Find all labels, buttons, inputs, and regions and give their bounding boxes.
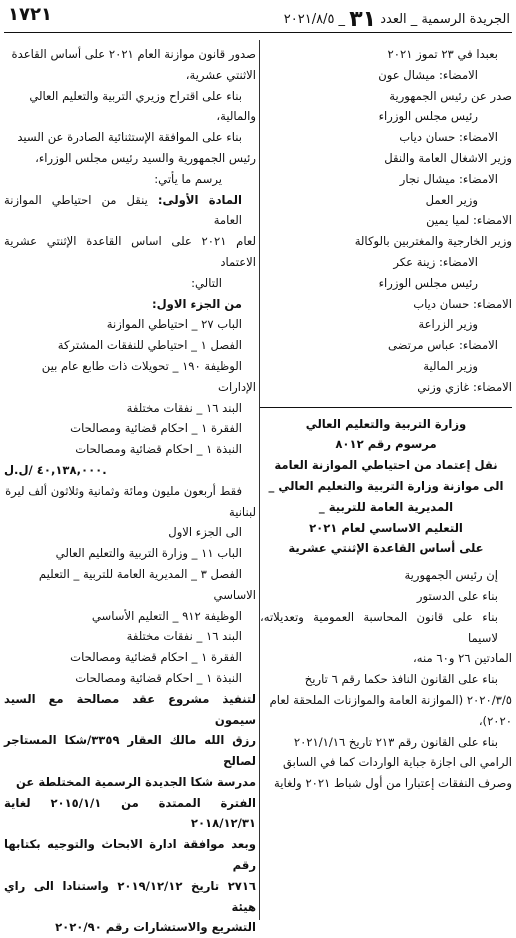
signatory-line: الامضاء: زينة عكر	[393, 254, 478, 269]
page-number: ١٧٢١	[8, 4, 52, 25]
purpose-line: ٢٧١٦ تاريخ ٢٠١٩/١٢/١٢ واستنادا الى راي هيئة	[4, 878, 256, 914]
president-signature: الامضاء: ميشال عون	[378, 67, 478, 82]
budget-item: الوظيفة ٩١٢ _ التعليم الأساسي	[91, 608, 242, 623]
preamble-line: والمالية،	[216, 109, 256, 124]
signatory-line: الامضاء: عباس مرتضى	[387, 338, 498, 353]
purpose-line: وبعد موافقة ادارة الابحاث والتوجيه بكتابها رقم	[4, 837, 256, 873]
preamble-line: إن رئيس الجمهورية	[404, 568, 498, 583]
header-rule	[4, 32, 512, 33]
budget-item: النبذة ١ _ احكام قضائية ومصالحات	[75, 442, 242, 457]
preamble-line: الاثنتي عشرية،	[185, 67, 256, 82]
budget-item: الفصل ١ _ احتياطي للنفقات المشتركة	[57, 338, 242, 353]
preamble-line: بناء على الموافقة الإستثنائية الصادرة عن السيد	[17, 130, 242, 145]
decree-number: مرسوم رقم ٨٠١٢	[335, 437, 437, 452]
preamble-line: ٢٠٢٠/٣/٥ (الموازنة العامة والموازنات الملحقة لعام	[269, 692, 512, 707]
signatory-line: الامضاء: حسان دياب	[413, 296, 512, 311]
preamble-line: بناء على اقتراح وزيري التربية والتعليم العالي	[29, 88, 242, 103]
signatory-line: رئيس مجلس الوزراء	[378, 275, 478, 290]
from-part: من الجزء الاول:	[151, 296, 242, 311]
to-part: الى الجزء الاول	[168, 525, 242, 540]
budget-item: البند ١٦ _ نفقات مختلفة	[126, 400, 242, 415]
decree-subject-line: على أساس القاعدة الإثنتي عشرية	[288, 541, 484, 556]
issue-number: ٣١	[349, 7, 377, 32]
budget-item: الاساسي	[213, 587, 256, 602]
budget-item: الفقرة ١ _ احكام قضائية ومصالحات	[70, 421, 242, 436]
article-1-label: المادة الأولى:	[157, 192, 243, 207]
amount-words: لبنانية	[228, 504, 256, 519]
preamble-line: بناء على الدستور	[416, 588, 498, 603]
left-column	[4, 44, 256, 938]
gazette-name: الجريدة الرسمية _ العدد	[380, 12, 510, 27]
signatory-line: الامضاء: حسان دياب	[399, 130, 498, 145]
budget-item: الوظيفة ١٩٠ _ تحويلات ذات طابع عام بين	[41, 358, 242, 373]
right-column	[260, 44, 512, 794]
preamble-line: رئيس الجمهورية والسيد رئيس مجلس الوزراء،	[35, 150, 256, 165]
signatory-line: وزير المالية	[423, 358, 478, 373]
decree-subject-line: نقل إعتماد من احتياطي الموازنة العامة	[274, 458, 498, 473]
preamble-line: ٢٠٢٠)،	[478, 713, 512, 728]
budget-item: البند ١٦ _ نفقات مختلفة	[126, 629, 242, 644]
decree-subject-line: التعليم الاساسي لعام ٢٠٢١	[309, 520, 463, 535]
article-1-text: التالي:	[191, 275, 222, 290]
preamble-line: بناء على القانون النافذ حكما رقم ٦ تاريخ	[304, 672, 498, 687]
purpose-line: لتنفيذ مشروع عقد مصالحة مع السيد سيمون	[4, 691, 256, 727]
decree-subject-line: المديرية العامة للتربية _	[318, 499, 454, 514]
section-separator	[260, 407, 512, 408]
preamble-line: الرامي الى اجازة جباية الواردات كما في السابق	[282, 755, 512, 770]
issue-date: _ ٢٠٢١/٨/٥	[283, 12, 346, 27]
gazette-title	[284, 7, 510, 32]
signatory-line: رئيس مجلس الوزراء	[378, 109, 478, 124]
preamble-line: بناء على قانون المحاسبة العمومية وتعديلاته، لاسيما	[260, 609, 498, 645]
purpose-line: مدرسة شكا الجديدة الرسمية المختلطة عن	[15, 774, 256, 789]
article-1	[4, 190, 256, 232]
signatory-line: وزير العمل	[425, 192, 478, 207]
budget-item: الفقرة ١ _ احكام قضائية ومصالحات	[70, 650, 242, 665]
decree-subject-line: الى موازنة وزارة التربية والتعليم العالي _	[268, 478, 504, 493]
preamble-line: بناء على القانون رقم ٢١٣ تاريخ ٢٠٢١/١/١٦	[293, 734, 498, 749]
signatory-line: وزير الخارجية والمغتربين بالوكالة	[354, 234, 512, 249]
budget-item: النبذة ١ _ احكام قضائية ومصالحات	[75, 670, 242, 685]
amount-figure: ٤٠,١٣٨,٠٠٠ /ل.ل.	[4, 462, 107, 477]
preamble-line: وصرف النفقات إعتبارا من أول شباط ٢٠٢١ ولغاية	[274, 776, 512, 791]
amount-words: فقط أربعون مليون ومائة وثمانية وثلاثون ألف ليرة	[5, 483, 242, 498]
purpose-line: رزق الله مالك العقار ٣٣٥٩/شكا المستاجر لصالح	[4, 733, 256, 769]
article-1-text: لعام ٢٠٢١ على اساس القاعدة الإثنتي عشرية الاعتماد	[4, 234, 256, 269]
preamble-line: صدور قانون موازنة العام ٢٠٢١ على أساس القاعدة	[11, 47, 256, 61]
issue-place-date: بعبدا في ٢٣ تموز ٢٠٢١	[387, 47, 498, 61]
page-header	[0, 0, 516, 32]
budget-item: الباب ١١ _ وزارة التربية والتعليم العالي	[55, 546, 242, 561]
budget-item: الباب ٢٧ _ احتياطي الموازنة	[106, 317, 242, 332]
article-1-text: ينقل من احتياطي الموازنة العامة	[4, 192, 242, 228]
decrees-line: يرسم ما يأتي:	[154, 171, 222, 186]
purpose-line: الفترة الممتدة من ٢٠١٥/١/١ لغاية ٢٠١٨/١٢/٣١	[4, 795, 256, 831]
purpose-line: التشريع والاستشارات رقم ٢٠٢٠/٩٠	[55, 920, 256, 935]
ministry-title: وزارة التربية والتعليم العالي	[305, 416, 467, 431]
signatory-line: الامضاء: غازي وزني	[417, 379, 512, 394]
signatory-line: الامضاء: لميا يمين	[426, 213, 512, 228]
signatory-line: وزير الزراعة	[418, 317, 478, 332]
preamble-line: المادتين ٢٦ و٦٠ منه،	[413, 651, 512, 666]
signatory-line: الامضاء: ميشال نجار	[399, 171, 498, 186]
signatory-line: وزير الاشغال العامة والنقل	[384, 150, 512, 165]
signatory-line: صدر عن رئيس الجمهورية	[389, 88, 512, 103]
budget-item: الفصل ٣ _ المديرية العامة للتربية _ التعليم	[38, 566, 242, 581]
budget-item: الإدارات	[218, 379, 256, 394]
